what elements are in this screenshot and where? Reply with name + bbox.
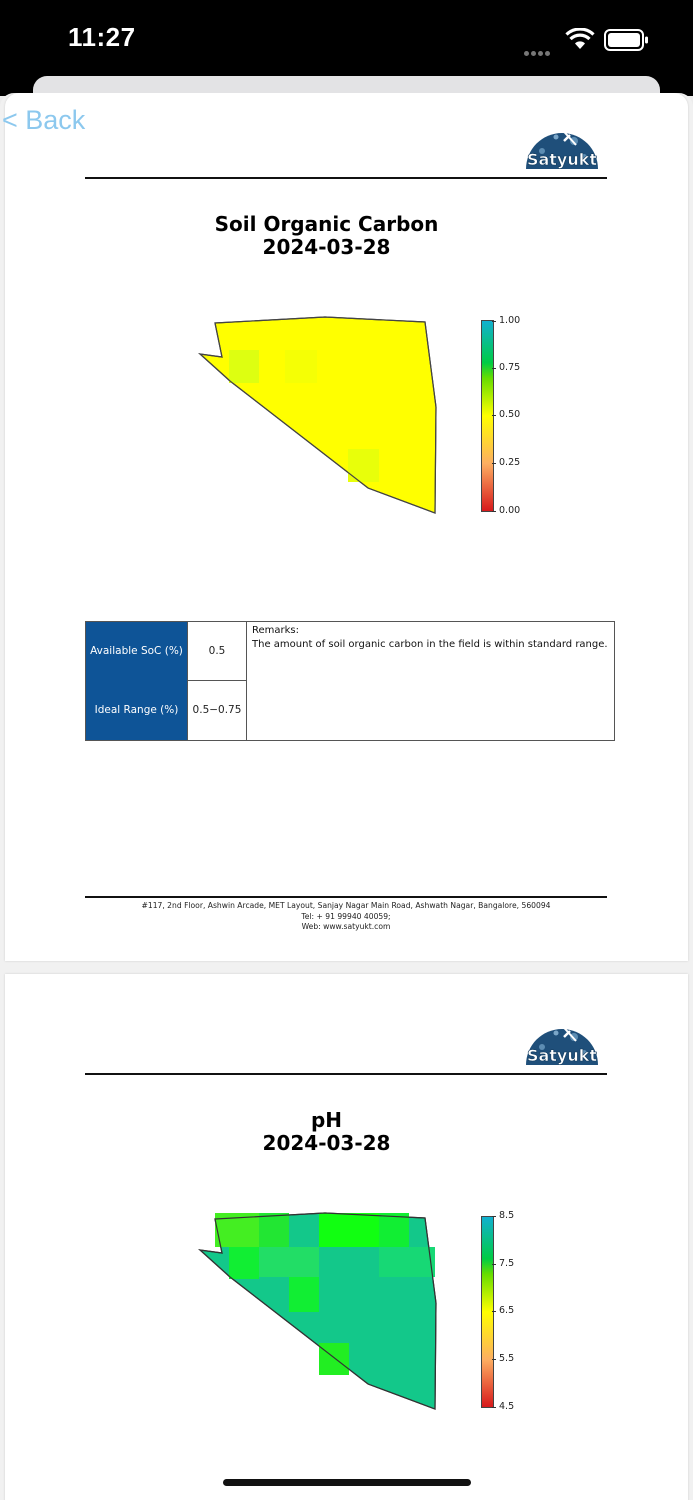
satyukt-logo (522, 1017, 602, 1067)
cellular-signal-icon (524, 41, 552, 60)
colorbar-tick: 5.5 (499, 1353, 515, 1364)
page-title: Soil Organic Carbon (214, 212, 439, 236)
remarks-text: The amount of soil organic carbon in the field is within standard range. (252, 639, 608, 650)
footer-web: Web: www.satyukt.com (301, 922, 391, 931)
available-soc-label: Available SoC (%) (86, 622, 187, 681)
soc-colorbar (481, 320, 494, 512)
footer (85, 901, 607, 933)
header-divider (85, 1073, 607, 1075)
footer-divider (85, 896, 607, 898)
soc-info-table (85, 621, 615, 741)
svg-text:Satyukt: Satyukt (526, 1046, 598, 1065)
header-divider (85, 177, 607, 179)
ph-colorbar (481, 1216, 494, 1408)
back-button[interactable]: < Back (2, 105, 86, 135)
report-date: 2024-03-28 (262, 1131, 391, 1155)
report-page-ph (5, 974, 688, 1500)
colorbar-tick: 4.5 (499, 1401, 515, 1412)
ph-field-map (195, 1209, 445, 1419)
battery-icon (604, 29, 650, 51)
colorbar-tick: 1.00 (499, 315, 521, 326)
soc-field-map (195, 313, 445, 523)
page-title: pH (310, 1108, 343, 1132)
footer-tel: Tel: + 91 99940 40059; (301, 911, 391, 921)
report-sheet[interactable] (0, 93, 693, 1500)
colorbar-tick: 8.5 (499, 1210, 515, 1221)
colorbar-tick: 0.50 (499, 409, 521, 420)
report-date: 2024-03-28 (262, 235, 391, 259)
ideal-range-label: Ideal Range (%) (86, 681, 187, 740)
wifi-icon (565, 28, 595, 50)
colorbar-tick: 6.5 (499, 1305, 515, 1316)
colorbar-tick: 0.25 (499, 457, 521, 468)
colorbar-tick: 0.75 (499, 362, 521, 373)
status-time: 11:27 (68, 22, 136, 52)
footer-address: #117, 2nd Floor, Ashwin Arcade, MET Layout, Sanjay Nagar Main Road, Ashwath Nagar, Bangalore, 560094 (141, 901, 551, 910)
remarks-label: Remarks: (252, 625, 300, 636)
svg-text:Satyukt: Satyukt (526, 150, 598, 169)
home-indicator[interactable] (223, 1479, 471, 1486)
ideal-range-value: 0.5−0.75 (187, 681, 246, 740)
available-soc-value: 0.5 (187, 622, 246, 681)
report-page-soc (5, 93, 688, 961)
remarks-box (246, 622, 614, 740)
colorbar-tick: 0.00 (499, 505, 521, 516)
satyukt-logo (522, 121, 602, 171)
colorbar-tick: 7.5 (499, 1258, 515, 1269)
